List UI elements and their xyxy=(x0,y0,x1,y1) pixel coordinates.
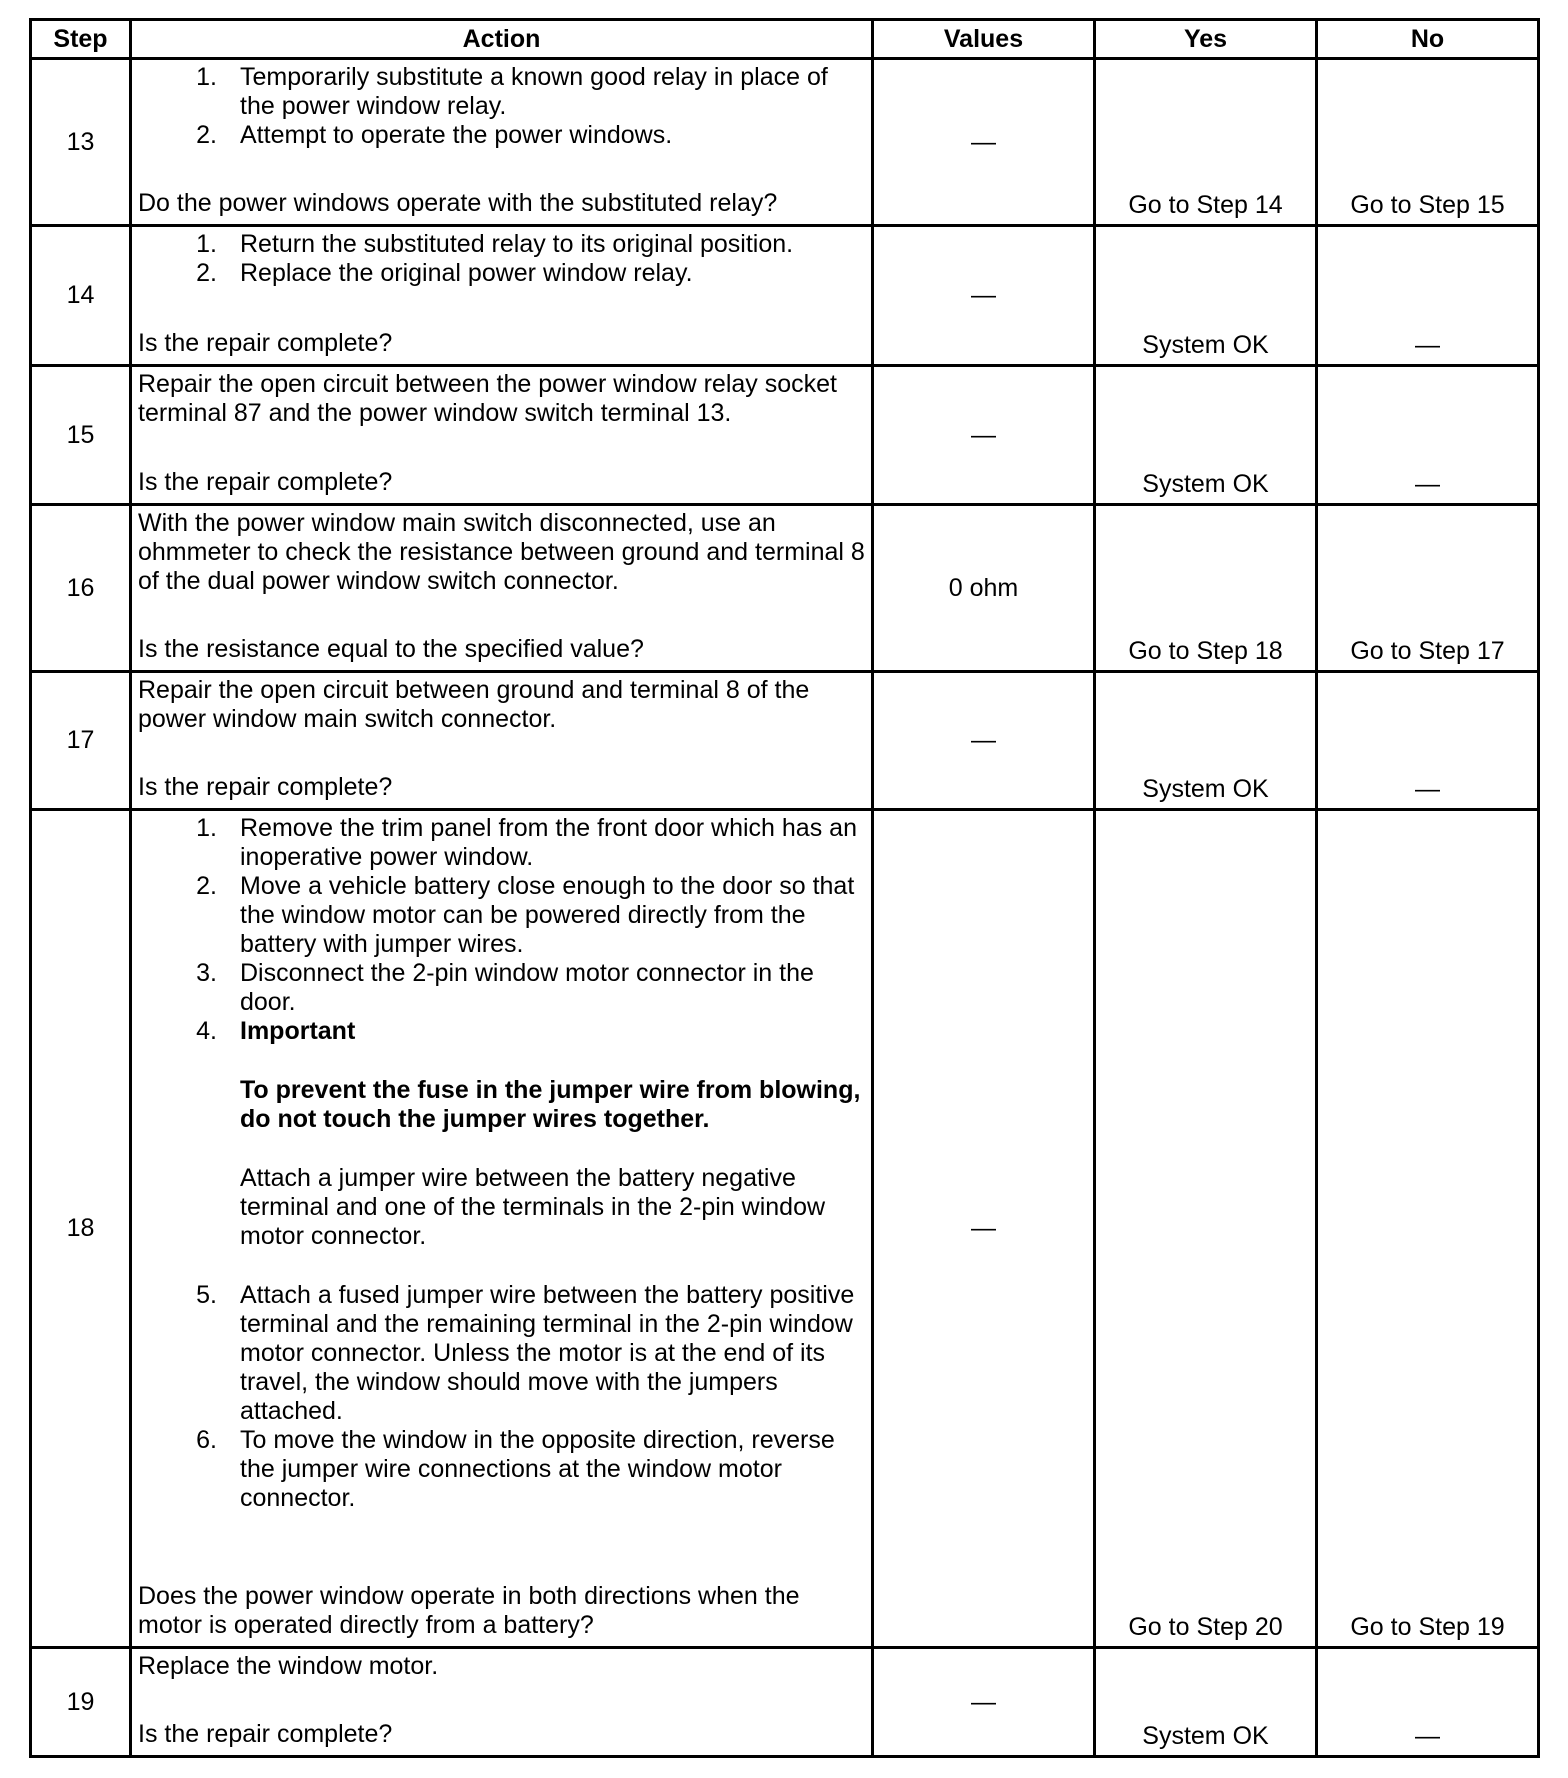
no-cell: Go to Step 19 xyxy=(1317,810,1539,1648)
list-item: 5. Attach a fused jumper wire between the battery positive terminal and the remaining terminal in the 2-pin window motor connector. Unless the motor is at the end of its travel, the window should move with the jumpers attached. xyxy=(196,1281,855,1425)
value-cell xyxy=(873,59,1095,226)
value-cell: — xyxy=(873,1648,1095,1757)
list-item: 3. Disconnect the 2-pin window motor connector in the door. xyxy=(196,959,814,1016)
table-row xyxy=(31,1648,1539,1757)
no-cell: Go to Step 17 xyxy=(1317,505,1539,672)
list-item: 2. Replace the original power window relay. xyxy=(196,259,693,287)
diagnostic-table xyxy=(29,18,1540,1758)
yes-cell: System OK xyxy=(1095,672,1317,810)
value-cell: 0 ohm xyxy=(873,505,1095,672)
yes-cell: Go to Step 18 xyxy=(1095,505,1317,672)
header-row xyxy=(31,20,1539,59)
action-question: Does the power window operate in both directions when the motor is operated directly from a battery? xyxy=(138,1582,800,1639)
step-number: 18 xyxy=(31,810,131,1648)
action-question: Is the repair complete? xyxy=(138,468,393,496)
action-list xyxy=(138,814,865,1513)
no-cell: Go to Step 15 xyxy=(1317,59,1539,226)
important-note: To prevent the fuse in the jumper wire from blowing, do not touch the jumper wires together. xyxy=(240,1076,861,1133)
action-text: Replace the window motor. xyxy=(138,1652,439,1680)
step-number: 19 xyxy=(31,1648,131,1757)
yes-cell: Go to Step 20 xyxy=(1095,810,1317,1648)
header-values: Values xyxy=(873,20,1095,59)
table-row xyxy=(31,505,1539,672)
action-question: Is the repair complete? xyxy=(138,1720,393,1748)
no-cell: — xyxy=(1317,226,1539,366)
yes-cell: System OK xyxy=(1095,366,1317,505)
list-item: 2. Move a vehicle battery close enough to the door so that the window motor can be powered directly from the battery with jumper wires. xyxy=(196,872,855,958)
list-item: 1. Remove the trim panel from the front door which has an inoperative power window. xyxy=(196,814,857,871)
action-cell xyxy=(131,672,873,810)
action-question: Is the resistance equal to the specified value? xyxy=(138,635,644,663)
table-row xyxy=(31,810,1539,1648)
yes-cell: Go to Step 14 xyxy=(1095,59,1317,226)
value-text: — xyxy=(971,127,996,156)
action-list xyxy=(138,230,865,288)
important-text: Attach a jumper wire between the battery negative terminal and one of the terminals in the 2-pin window motor connector. xyxy=(240,1164,826,1250)
action-text: Repair the open circuit between the power window relay socket terminal 87 and the power window switch terminal 13. xyxy=(138,370,837,427)
step-number: 14 xyxy=(31,226,131,366)
value-cell: — xyxy=(873,810,1095,1648)
action-cell xyxy=(131,226,873,366)
table-row xyxy=(31,59,1539,226)
action-cell xyxy=(131,59,873,226)
no-cell: — xyxy=(1317,366,1539,505)
action-cell xyxy=(131,366,873,505)
value-cell: — xyxy=(873,672,1095,810)
step-number: 13 xyxy=(31,59,131,226)
action-question: Is the repair complete? xyxy=(138,329,393,357)
yes-cell: System OK xyxy=(1095,1648,1317,1757)
yes-cell: System OK xyxy=(1095,226,1317,366)
action-question: Is the repair complete? xyxy=(138,773,393,801)
no-cell: — xyxy=(1317,1648,1539,1757)
header-action: Action xyxy=(131,20,873,59)
table-row xyxy=(31,672,1539,810)
table-row xyxy=(31,366,1539,505)
action-cell xyxy=(131,1648,873,1757)
step-number: 15 xyxy=(31,366,131,505)
step-number: 17 xyxy=(31,672,131,810)
list-item: 6. To move the window in the opposite direction, reverse the jumper wire connections at the window motor connector. xyxy=(196,1426,835,1512)
action-list xyxy=(138,63,865,150)
header-yes: Yes xyxy=(1095,20,1317,59)
action-text: With the power window main switch disconnected, use an ohmmeter to check the resistance between ground and terminal 8 of the dual power window switch connector. xyxy=(138,509,865,595)
action-cell xyxy=(131,505,873,672)
no-cell: — xyxy=(1317,672,1539,810)
value-cell: — xyxy=(873,366,1095,505)
table-row xyxy=(31,226,1539,366)
list-item: 1. Temporarily substitute a known good relay in place of the power window relay. xyxy=(196,63,828,120)
important-label: Important xyxy=(240,1017,356,1045)
step-number: 16 xyxy=(31,505,131,672)
list-item: 4. Important To prevent the fuse in the jumper wire from blowing, do not touch the jumper wires together. Attach a jumper wire between the battery negative terminal and one of the terminals in the 2-pin window motor connector. xyxy=(138,1017,865,1251)
action-question: Do the power windows operate with the substituted relay? xyxy=(138,189,778,217)
header-step: Step xyxy=(31,20,131,59)
action-cell xyxy=(131,810,873,1648)
header-no: No xyxy=(1317,20,1539,59)
value-cell: — xyxy=(873,226,1095,366)
list-item: 1. Return the substituted relay to its original position. xyxy=(196,230,794,258)
list-item: 2. Attempt to operate the power windows. xyxy=(196,121,673,149)
action-text: Repair the open circuit between ground and terminal 8 of the power window main switch connector. xyxy=(138,676,810,733)
